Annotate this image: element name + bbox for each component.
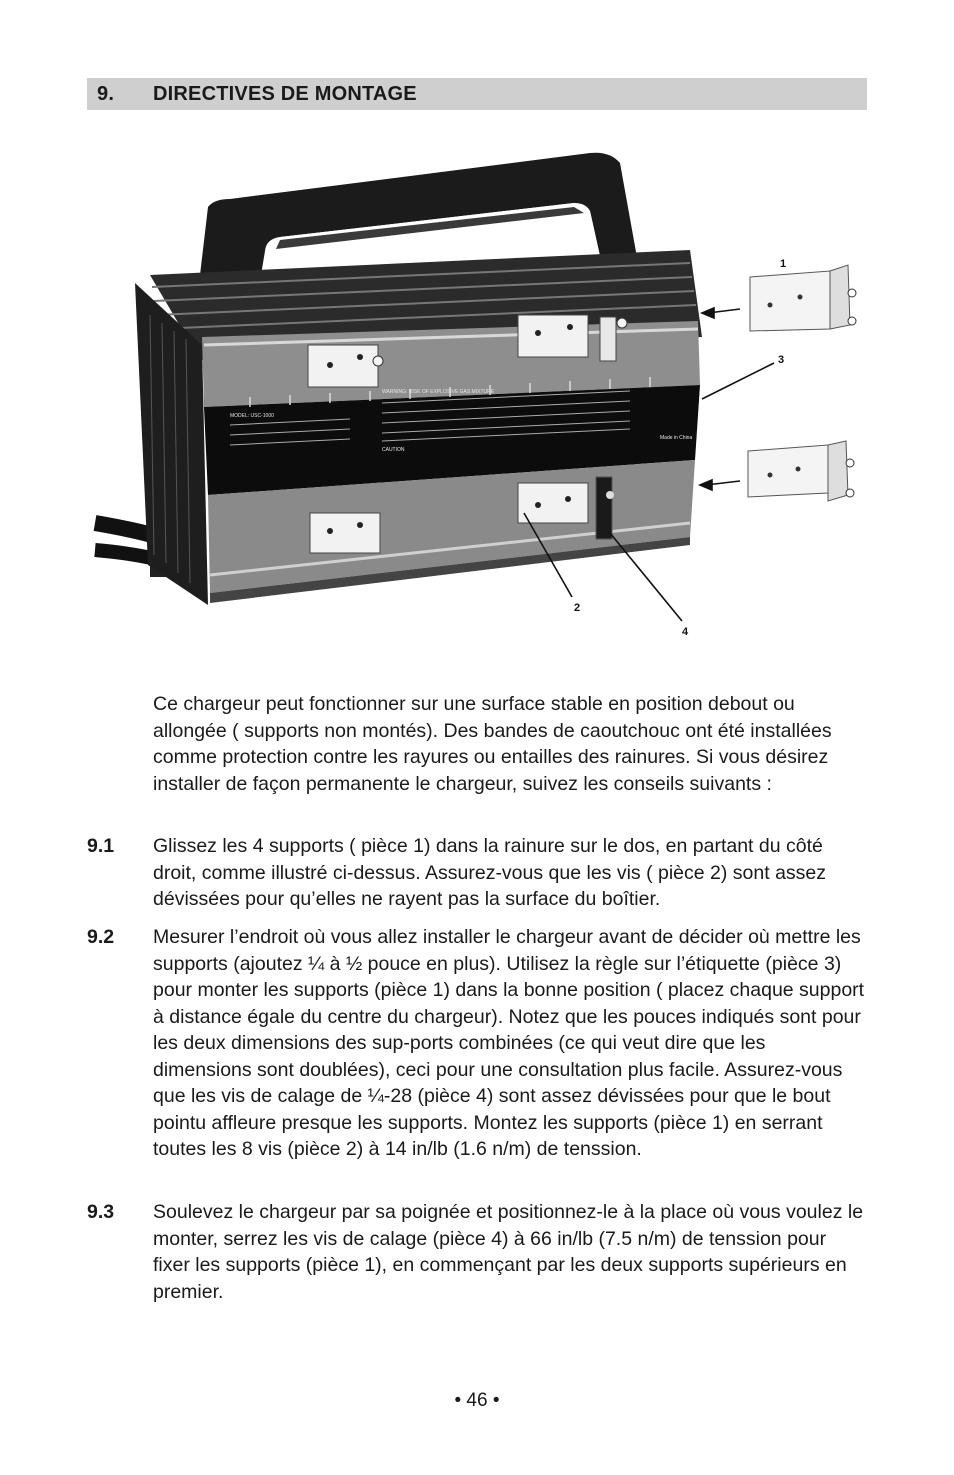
page-number: • 46 • <box>454 1390 500 1411</box>
bracket-part-1-bottom <box>748 441 854 501</box>
charger-mounting-diagram <box>90 145 870 655</box>
callout-1: 1 <box>780 258 787 270</box>
callout-4: 4 <box>682 626 689 638</box>
step-9-3 <box>87 1199 868 1305</box>
section-title: DIRECTIVES DE MONTAGE <box>153 82 417 105</box>
step-number: 9.3 <box>87 1201 115 1223</box>
step-number: 9.2 <box>87 926 115 948</box>
bracket-part-1-top <box>750 265 856 331</box>
label-caution: CAUTION <box>382 447 405 453</box>
charger-body <box>202 321 700 603</box>
step-text: Glissez les 4 supports ( pièce 1) dans la rainure sur le dos, en partant du côté droit, comme illustré ci-dessus. Assurez-vous que les vis ( pièce 2) sont assez dévissées pour qu’elles ne rayent pas la surface du boîtier. <box>153 835 827 910</box>
step-text: Mesurer l’endroit où vous allez installer le chargeur avant de décider où mettre les supports (ajoutez ¼ à ½ pouce en plus). Utilisez la règle sur l’étiquette (pièce 3) pour monter les supports (pièce 1) dans la bonne position ( placez chaque support à distance égale du centre du chargeur). Notez que les pouces indiqués sont pour les deux dimensions des sup-ports combinées (ce qui veut dire que les dimensions sont doublées), ceci pour une consultation plus facile. Assurez-vous que les vis de calage de ¼-28 (pièce 4) sont assez dévissées pour que le bout pointu affleure presque les supports. Montez les supports (pièce 1) en serrant toutes les 8 vis (pièce 2) à 14 in/lb (1.6 n/m) de tenssion. <box>153 926 865 1160</box>
section-number: 9. <box>97 82 115 105</box>
label-model: MODEL: USC-1000 <box>230 413 274 419</box>
section-header <box>87 78 867 110</box>
intro-paragraph: Ce chargeur peut fonctionner sur une surface stable en position debout ou allongée ( supports non montés). Des bandes de caoutchouc ont été installées comme protection contre les rayures ou entailles des rainures. Si vous désirez installer de façon permanente le chargeur, suivez les conseils suivants : <box>153 693 832 795</box>
step-9-2 <box>87 924 868 1163</box>
label-warning: WARNING: RISK OF EXPLOSIVE GAS MIXTURE <box>382 389 495 395</box>
step-number: 9.1 <box>87 835 115 857</box>
callout-3: 3 <box>778 354 785 366</box>
callout-2: 2 <box>574 602 581 614</box>
step-text: Soulevez le chargeur par sa poignée et positionnez-le à la place où vous voulez le monter, serrez les vis de calage (pièce 4) à 66 in/lb (7.5 n/m) de tenssion pour fixer les supports (pièce 1), en commençant par les deux supports supérieurs en premier. <box>153 1201 864 1303</box>
step-9-1 <box>87 833 868 913</box>
label-origin: Made in China <box>660 435 693 441</box>
